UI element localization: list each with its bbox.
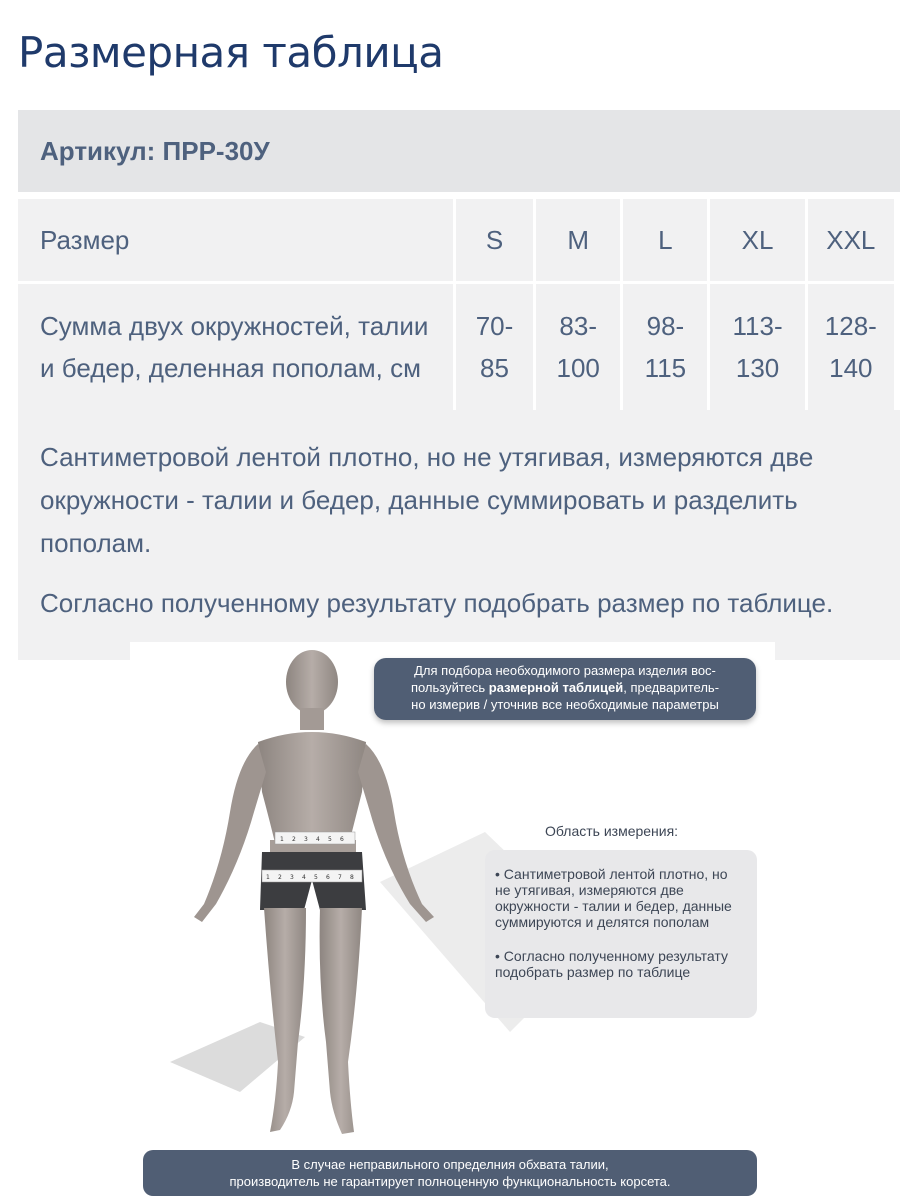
svg-text:1: 1	[280, 836, 284, 843]
note-instruction: Сантиметровой лентой плотно, но не утягивая, измеряются две окружности - талии и бедер, данные суммировать и разделить пополам.	[40, 442, 814, 558]
article-bar	[18, 110, 900, 192]
svg-text:2: 2	[278, 874, 282, 881]
instruction-bullet-2: • Согласно полученному результату подобрать размер по таблице	[495, 948, 728, 980]
svg-text:7: 7	[338, 874, 342, 881]
article-label: Артикул: ПРР-30У	[40, 136, 270, 166]
hip-tape	[262, 870, 362, 882]
size-s: S	[456, 199, 533, 281]
figure-torso	[258, 732, 366, 847]
page-title: Размерная таблица	[18, 28, 444, 77]
size-l: L	[623, 199, 707, 281]
range-m: 83- 100	[536, 284, 620, 410]
svg-text:3: 3	[290, 874, 294, 881]
size-header-label: Размер	[18, 199, 453, 281]
figure-head	[286, 650, 338, 714]
note-result: Согласно полученному результату подобрать размер по таблице.	[40, 588, 834, 618]
figure-left-leg	[264, 908, 306, 1132]
svg-text:4: 4	[316, 836, 320, 843]
svg-text:4: 4	[302, 874, 306, 881]
warning-panel: В случае неправильного определния обхвата талии, производитель не гарантирует полноценную функциональность корсета.	[143, 1150, 757, 1196]
size-m: M	[536, 199, 620, 281]
size-xxl: XXL	[808, 199, 894, 281]
measure-label: Сумма двух окружностей, талии и бедер, деленная пополам, см	[18, 284, 453, 410]
measurement-area-label: Область измерения:	[545, 823, 679, 839]
svg-text:6: 6	[340, 836, 344, 843]
instruction-bullet-1: • Сантиметровой лентой плотно, но не утягивая, измеряются две окружности - талии и бедер, данные суммируются и делятся пополам	[495, 866, 732, 930]
measurement-instructions-panel	[485, 850, 757, 1018]
size-table-hint-panel: Для подбора необходимого размера изделия вос- пользуйтесь размерной таблицей, предваритель- но измерив / уточнив все необходимые параметры	[374, 658, 756, 720]
svg-text:1: 1	[266, 874, 270, 881]
range-l: 98- 115	[623, 284, 707, 410]
figure-left-arm	[194, 744, 266, 922]
figure-neck	[300, 708, 324, 730]
svg-text:3: 3	[304, 836, 308, 843]
svg-text:2: 2	[292, 836, 296, 843]
measurement-notes	[18, 410, 900, 660]
size-header-row	[18, 199, 894, 281]
svg-text:8: 8	[350, 874, 354, 881]
size-table	[15, 196, 897, 413]
figure-right-leg	[320, 908, 362, 1134]
svg-text:5: 5	[314, 874, 318, 881]
size-range-row	[18, 284, 894, 410]
range-xxl: 128- 140	[808, 284, 894, 410]
svg-text:5: 5	[328, 836, 332, 843]
range-s: 70- 85	[456, 284, 533, 410]
size-xl: XL	[710, 199, 804, 281]
range-xl: 113- 130	[710, 284, 804, 410]
svg-text:6: 6	[326, 874, 330, 881]
